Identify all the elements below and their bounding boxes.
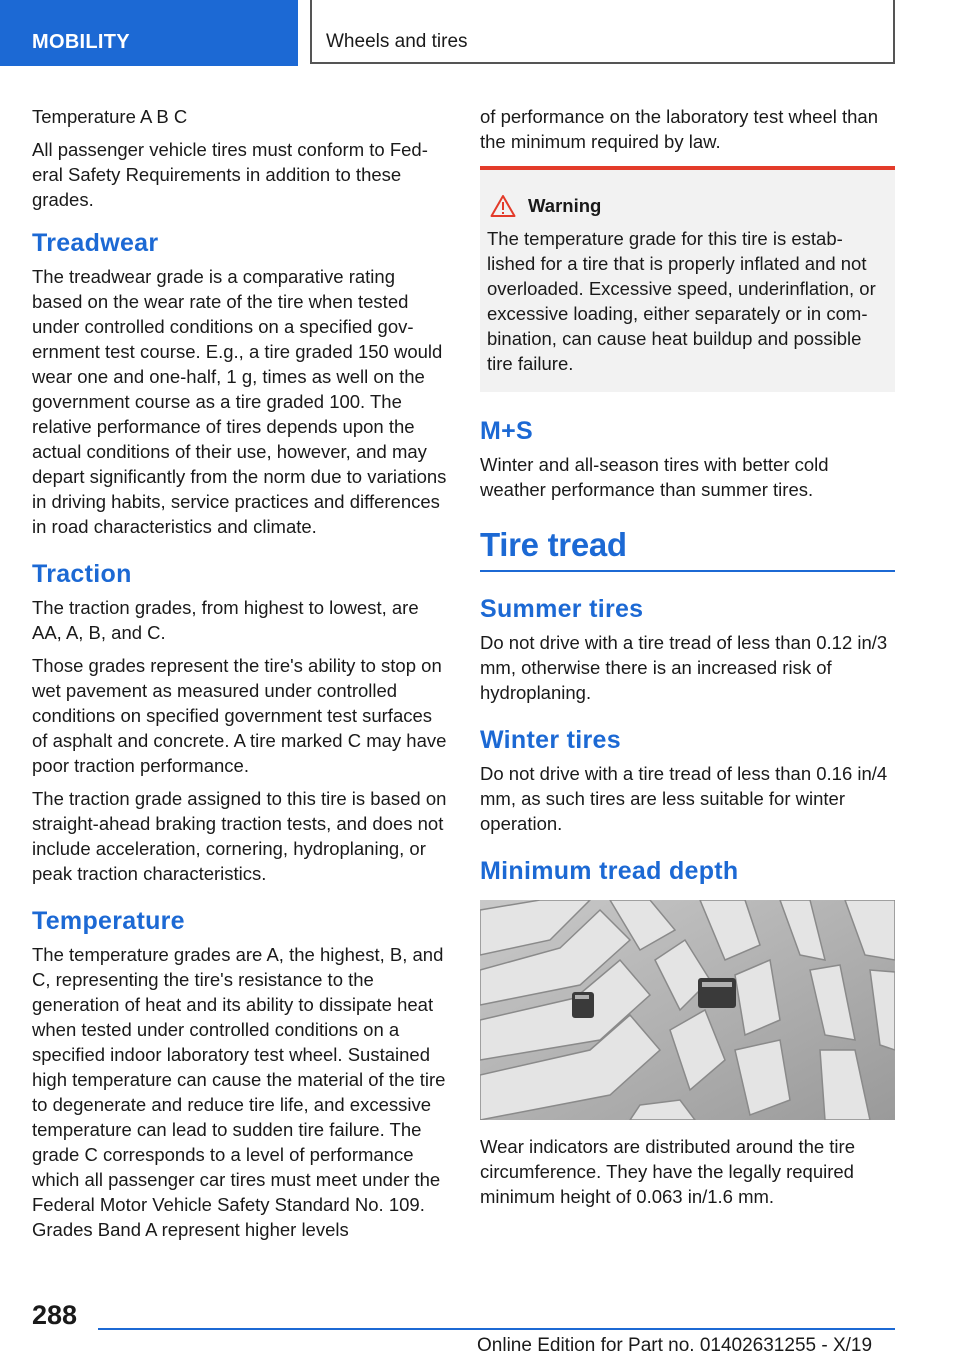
summer-paragraph: Do not drive with a tire tread of less than 0.12 in/3 mm, otherwise there is an increased risk of hydroplaning. (480, 632, 888, 703)
temp-abc-line: Temperature A B C (32, 106, 188, 127)
heading-ms: M+S (480, 417, 533, 445)
footer-divider (98, 1328, 895, 1330)
heading-tire-tread: Tire tread (480, 524, 895, 572)
traction-paragraph-3: The traction grade assigned to this tire is based on straight-ahead braking traction tests, and does not include acceleration, cornering, hydroplaning, or peak traction characteristics. (32, 788, 447, 884)
heading-winter-tires: Winter tires (480, 726, 621, 754)
right-column (480, 104, 895, 1217)
tread-wear-indicator-illustration (480, 900, 895, 1120)
ms-paragraph: Winter and all-season tires with better cold weather performance than summer tires. (480, 454, 829, 500)
heading-temperature: Temperature (32, 907, 185, 935)
conform-paragraph: All passenger vehicle tires must conform to Federal Safety Requirements in addition to these grades. (32, 139, 428, 210)
heading-summer-tires: Summer tires (480, 595, 644, 623)
traction-paragraph-2: Those grades represent the tire's ability to stop on wet pavement as measured under controlled conditions on specified government test surfaces of asphalt and concrete. A tire marked C may have poor traction performance. (32, 655, 447, 776)
chapter-title: Wheels and tires (310, 0, 895, 64)
treadwear-paragraph: The treadwear grade is a comparative rating based on the wear rate of the tire when tested under controlled conditions on a specified government test course. E.g., a tire graded 150 would wear one and one-half, 1 g, times as well on the government course as a tire graded 100. The relative performance of tires depends upon the actual conditions of their use, however, and may depart significantly from the norm due to variations in driving habits, service practices and differences in road characteristics and climate. (32, 266, 447, 537)
traction-paragraph-1: The traction grades, from highest to lowest, are AA, A, B, and C. (32, 597, 419, 643)
warning-box (480, 166, 895, 392)
section-tab: MOBILITY (0, 0, 298, 66)
warning-text: The temperature grade for this tire is established for a tire that is properly inflated and not overloaded. Excessive speed, underinflation, or excessive loading, either separately or in combination, can cause heat buildup and possible tire failure. (487, 228, 876, 374)
winter-paragraph: Do not drive with a tire tread of less than 0.16 in/4 mm, as such tires are less suitable for winter operation. (480, 763, 888, 834)
warning-title (487, 194, 881, 218)
page-header (0, 0, 960, 66)
left-column (32, 104, 450, 1250)
warning-label: Warning (528, 195, 602, 216)
temperature-paragraph: The temperature grades are A, the highest, B, and C, representing the tire's resistance to the generation of heat and its ability to dissipate heat when tested under controlled conditions on a specified indoor laboratory test wheel. Sustained high temperature can cause the material of the tire to degenerate and reduce tire life, and excessive temperature can lead to sudden tire failure. The grade C corresponds to a level of performance which all passenger car tires must meet under the Federal Motor Vehicle Safety Standard No. 109. Grades Band A represent higher levels (32, 944, 446, 1240)
online-edition-text: Online Edition for Part no. 01402631255 - X/19 (477, 1335, 873, 1356)
heading-treadwear: Treadwear (32, 229, 159, 257)
continuation-paragraph: of performance on the laboratory test wheel than the minimum required by law. (480, 106, 878, 152)
heading-traction: Traction (32, 560, 132, 588)
warning-triangle-icon (490, 194, 516, 218)
heading-min-tread-depth: Minimum tread depth (480, 857, 739, 885)
wear-indicator-paragraph: Wear indicators are distributed around the tire circumference. They have the legally required minimum height of 0.063 in/1.6 mm. (480, 1136, 855, 1207)
page-number: 288 (32, 1300, 78, 1330)
